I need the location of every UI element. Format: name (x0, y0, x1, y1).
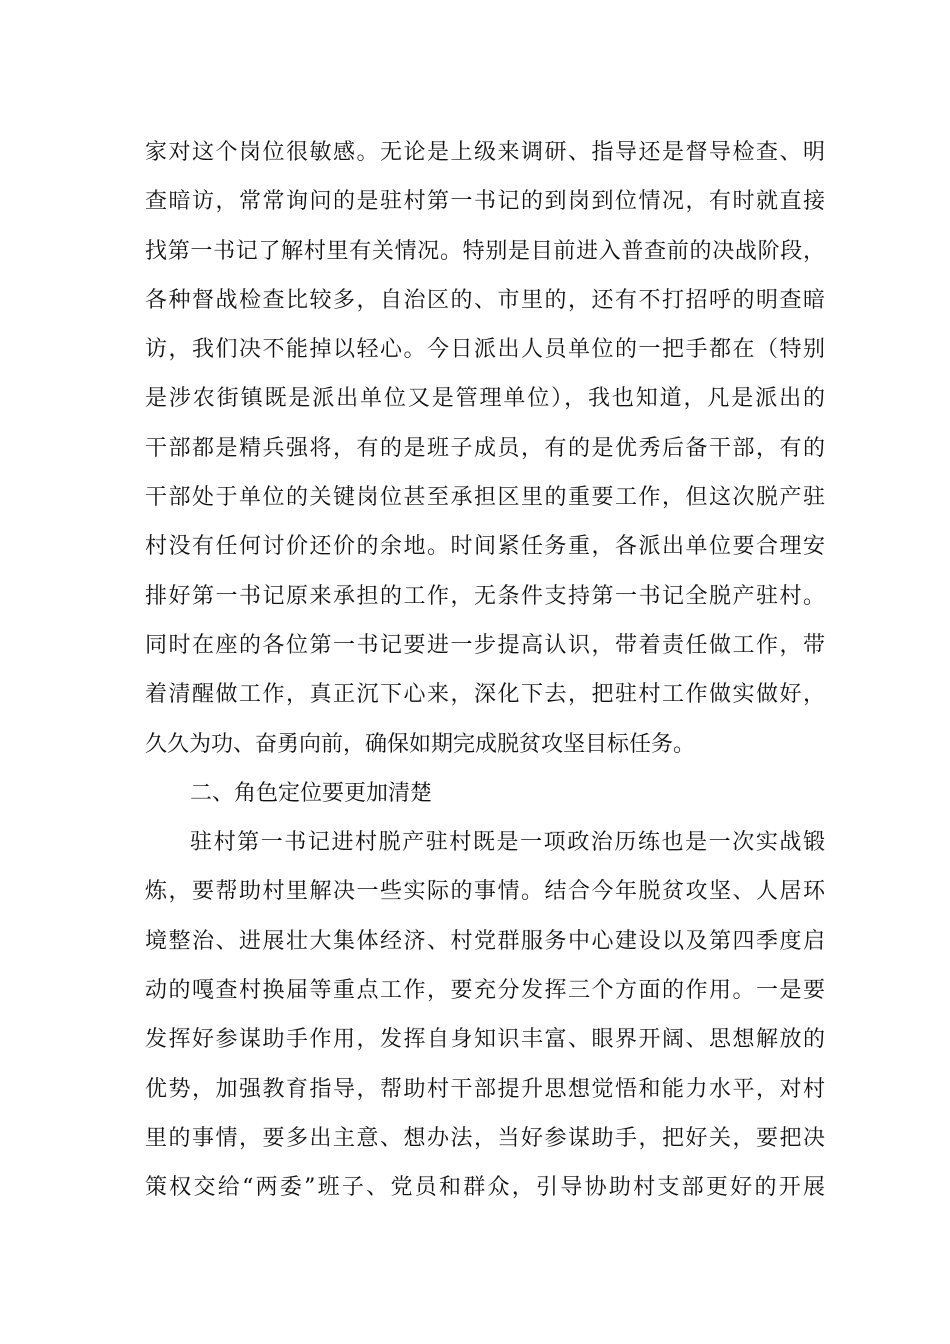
body-line: 干部处于单位的关键岗位甚至承担区里的重要工作，但这次脱产驻 (145, 485, 825, 511)
body-line: 境整治、进展壮大集体经济、村党群服务中心建设以及第四季度启 (145, 928, 825, 954)
body-line: 炼，要帮助村里解决一些实际的事情。结合今年脱贫攻坚、人居环 (145, 879, 825, 905)
body-line: 驻村第一书记进村脱产驻村既是一项政治历练也是一次实战锻 (190, 830, 825, 856)
body-line: 各种督战检查比较多，自治区的、市里的，还有不打招呼的明查暗 (145, 287, 825, 313)
body-line: 找第一书记了解村里有关情况。特别是目前进入普查前的决战阶段， (145, 238, 825, 264)
body-line: 动的嘎查村换届等重点工作，要充分发挥三个方面的作用。一是要 (145, 978, 825, 1004)
body-line: 策权交给“两委”班子、党员和群众，引导协助村支部更好的开展 (145, 1175, 825, 1201)
body-line: 访，我们决不能掉以轻心。今日派出人员单位的一把手都在（特别 (145, 337, 825, 363)
body-line: 干部都是精兵强将，有的是班子成员，有的是优秀后备干部，有的 (145, 435, 825, 461)
body-line: 家对这个岗位很敏感。无论是上级来调研、指导还是督导检查、明 (145, 140, 825, 165)
body-line: 久久为功、奋勇向前，确保如期完成脱贫攻坚目标任务。 (145, 731, 696, 757)
body-line: 排好第一书记原来承担的工作，无条件支持第一书记全脱产驻村。 (145, 583, 825, 609)
body-line: 发挥好参谋助手作用，发挥自身知识丰富、眼界开阔、思想解放的 (145, 1027, 825, 1053)
body-line: 查暗访，常常询问的是驻村第一书记的到岗到位情况，有时就直接 (145, 189, 825, 215)
body-line: 同时在座的各位第一书记要进一步提高认识，带着责任做工作，带 (145, 632, 825, 658)
body-line: 着清醒做工作，真正沉下心来，深化下去，把驻村工作做实做好， (145, 682, 825, 708)
body-line: 优势，加强教育指导，帮助村干部提升思想觉悟和能力水平，对村 (145, 1076, 825, 1102)
document-body (145, 128, 825, 1213)
section-heading: 二、角色定位要更加清楚 (190, 780, 433, 806)
body-line: 里的事情，要多出主意、想办法，当好参谋助手，把好关，要把决 (145, 1125, 825, 1151)
body-line: 村没有任何讨价还价的余地。时间紧任务重，各派出单位要合理安 (145, 534, 825, 560)
body-line: 是涉农街镇既是派出单位又是管理单位），我也知道，凡是派出的 (145, 386, 825, 412)
